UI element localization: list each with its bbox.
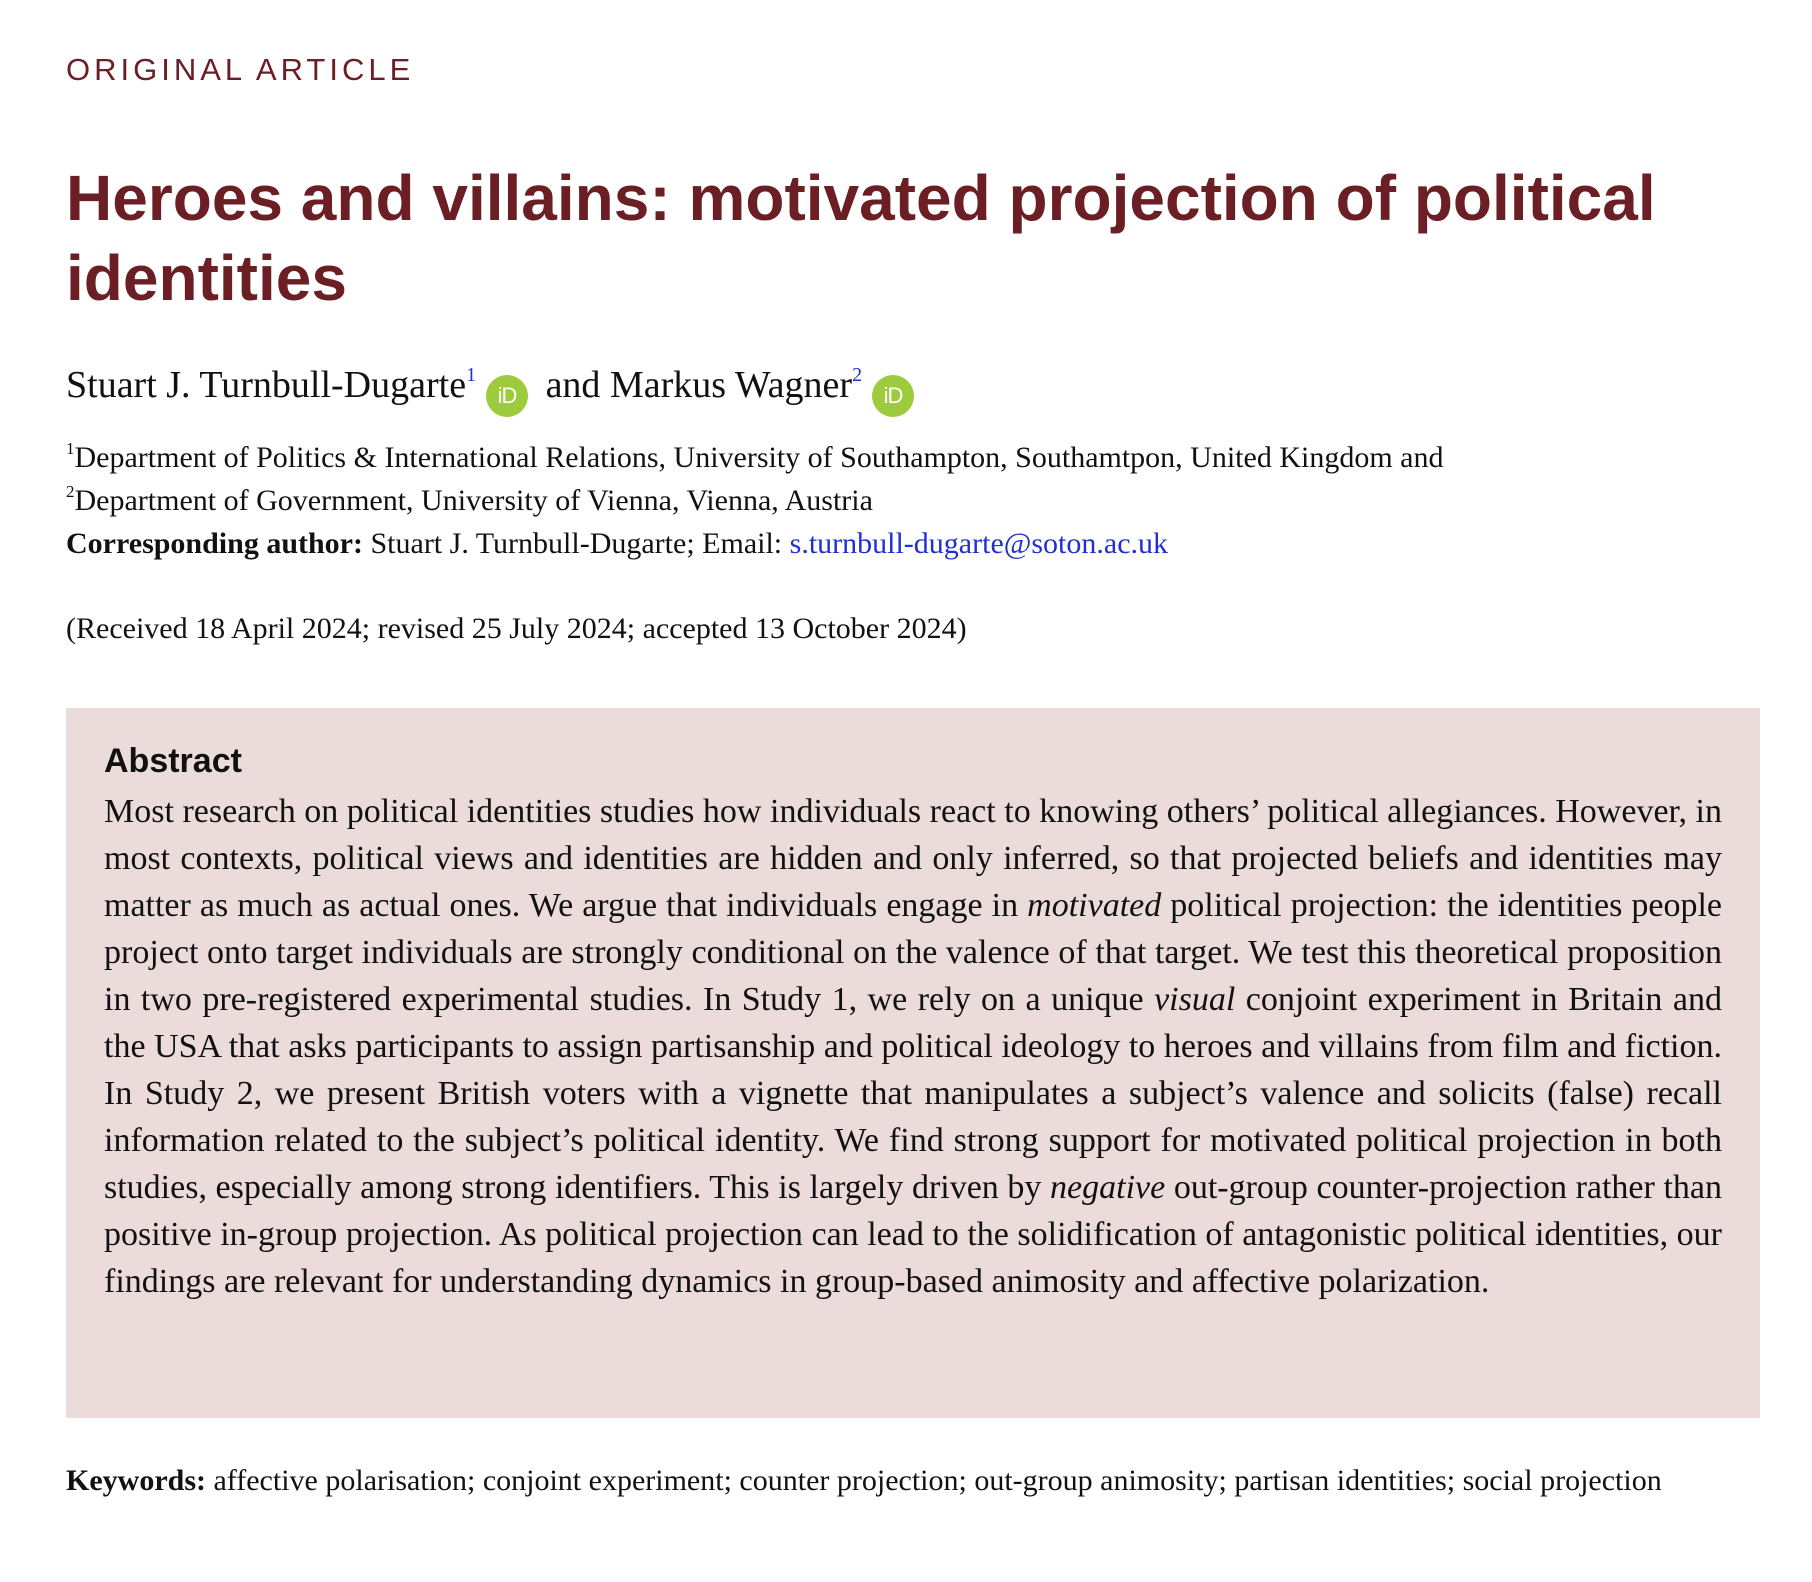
submission-dates: (Received 18 April 2024; revised 25 July 2024; accepted 13 October 2024) <box>66 612 967 645</box>
keywords-text: affective polarisation; conjoint experiment; counter projection; out-group animosity; partisan identities; social projection <box>213 1464 1662 1497</box>
author-name[interactable]: Markus Wagner <box>609 364 853 406</box>
affiliations-block <box>66 436 1766 565</box>
affiliation-mark: 2 <box>66 482 75 501</box>
corresponding-author <box>66 522 1766 565</box>
abstract-emphasis: negative <box>1050 1169 1166 1206</box>
abstract-text-part: political projection: the identities people project onto target individuals are strongly conditional on the valence of that target. We test this theoretical proposition in two pre-registered experimental studies. In Study 1, we rely on a unique <box>104 887 1722 1018</box>
author-name[interactable]: Stuart J. Turnbull-Dugarte <box>66 364 467 406</box>
affiliation-mark: 1 <box>66 439 75 458</box>
article-type-label: ORIGINAL ARTICLE <box>66 52 415 87</box>
author-list <box>66 360 922 417</box>
affiliation-text: Department of Politics & International Relations, University of Southampton, Southamtpon, United Kingdom and <box>74 441 1444 474</box>
orcid-icon[interactable]: iD <box>872 375 914 417</box>
abstract-text-part: out-group counter-projection rather than positive in-group projection. As political projection can lead to the solidification of antagonistic political identities, our findings are relevant for understanding dynamics in group-based animosity and affective polarization. <box>104 1169 1722 1300</box>
affiliation-line <box>66 479 1766 522</box>
orcid-icon[interactable]: iD <box>486 375 528 417</box>
abstract-emphasis: motivated <box>1027 887 1162 924</box>
affiliation-text: Department of Government, University of Vienna, Vienna, Austria <box>74 484 873 517</box>
affiliation-mark[interactable]: 2 <box>852 364 863 386</box>
affiliation-mark[interactable]: 1 <box>466 364 477 386</box>
keywords <box>66 1460 1760 1502</box>
affiliation-line <box>66 436 1766 479</box>
abstract-box <box>66 708 1760 1418</box>
corresponding-author-label: Corresponding author: <box>66 527 363 560</box>
abstract-emphasis: visual <box>1154 981 1236 1018</box>
article-title: Heroes and villains: motivated projection of political identities <box>66 162 1656 314</box>
abstract-text <box>104 788 1722 1305</box>
abstract-text-part: conjoint experiment in Britain and the USA that asks participants to assign partisanship and political ideology to heroes and villains from film and fiction. In Study 2, we present British voters with a vignette that manipulates a subject’s valence and solicits (false) recall information related to the subject’s political identity. We find strong support for motivated political projection in both studies, especially among strong identifiers. This is largely driven by <box>104 981 1722 1206</box>
corresponding-author-text: Stuart J. Turnbull-Dugarte; Email: <box>370 527 783 560</box>
abstract-heading: Abstract <box>104 742 242 780</box>
keywords-label: Keywords: <box>66 1464 206 1497</box>
authors-joiner: and <box>545 364 601 406</box>
abstract-text-part: Most research on political identities studies how individuals react to knowing others’ political allegiances. However, in most contexts, political views and identities are hidden and only inferred, so that projected beliefs and identities may matter as much as actual ones. We argue that individuals engage in <box>104 793 1722 924</box>
email-link[interactable]: s.turnbull-dugarte@soton.ac.uk <box>789 527 1169 560</box>
